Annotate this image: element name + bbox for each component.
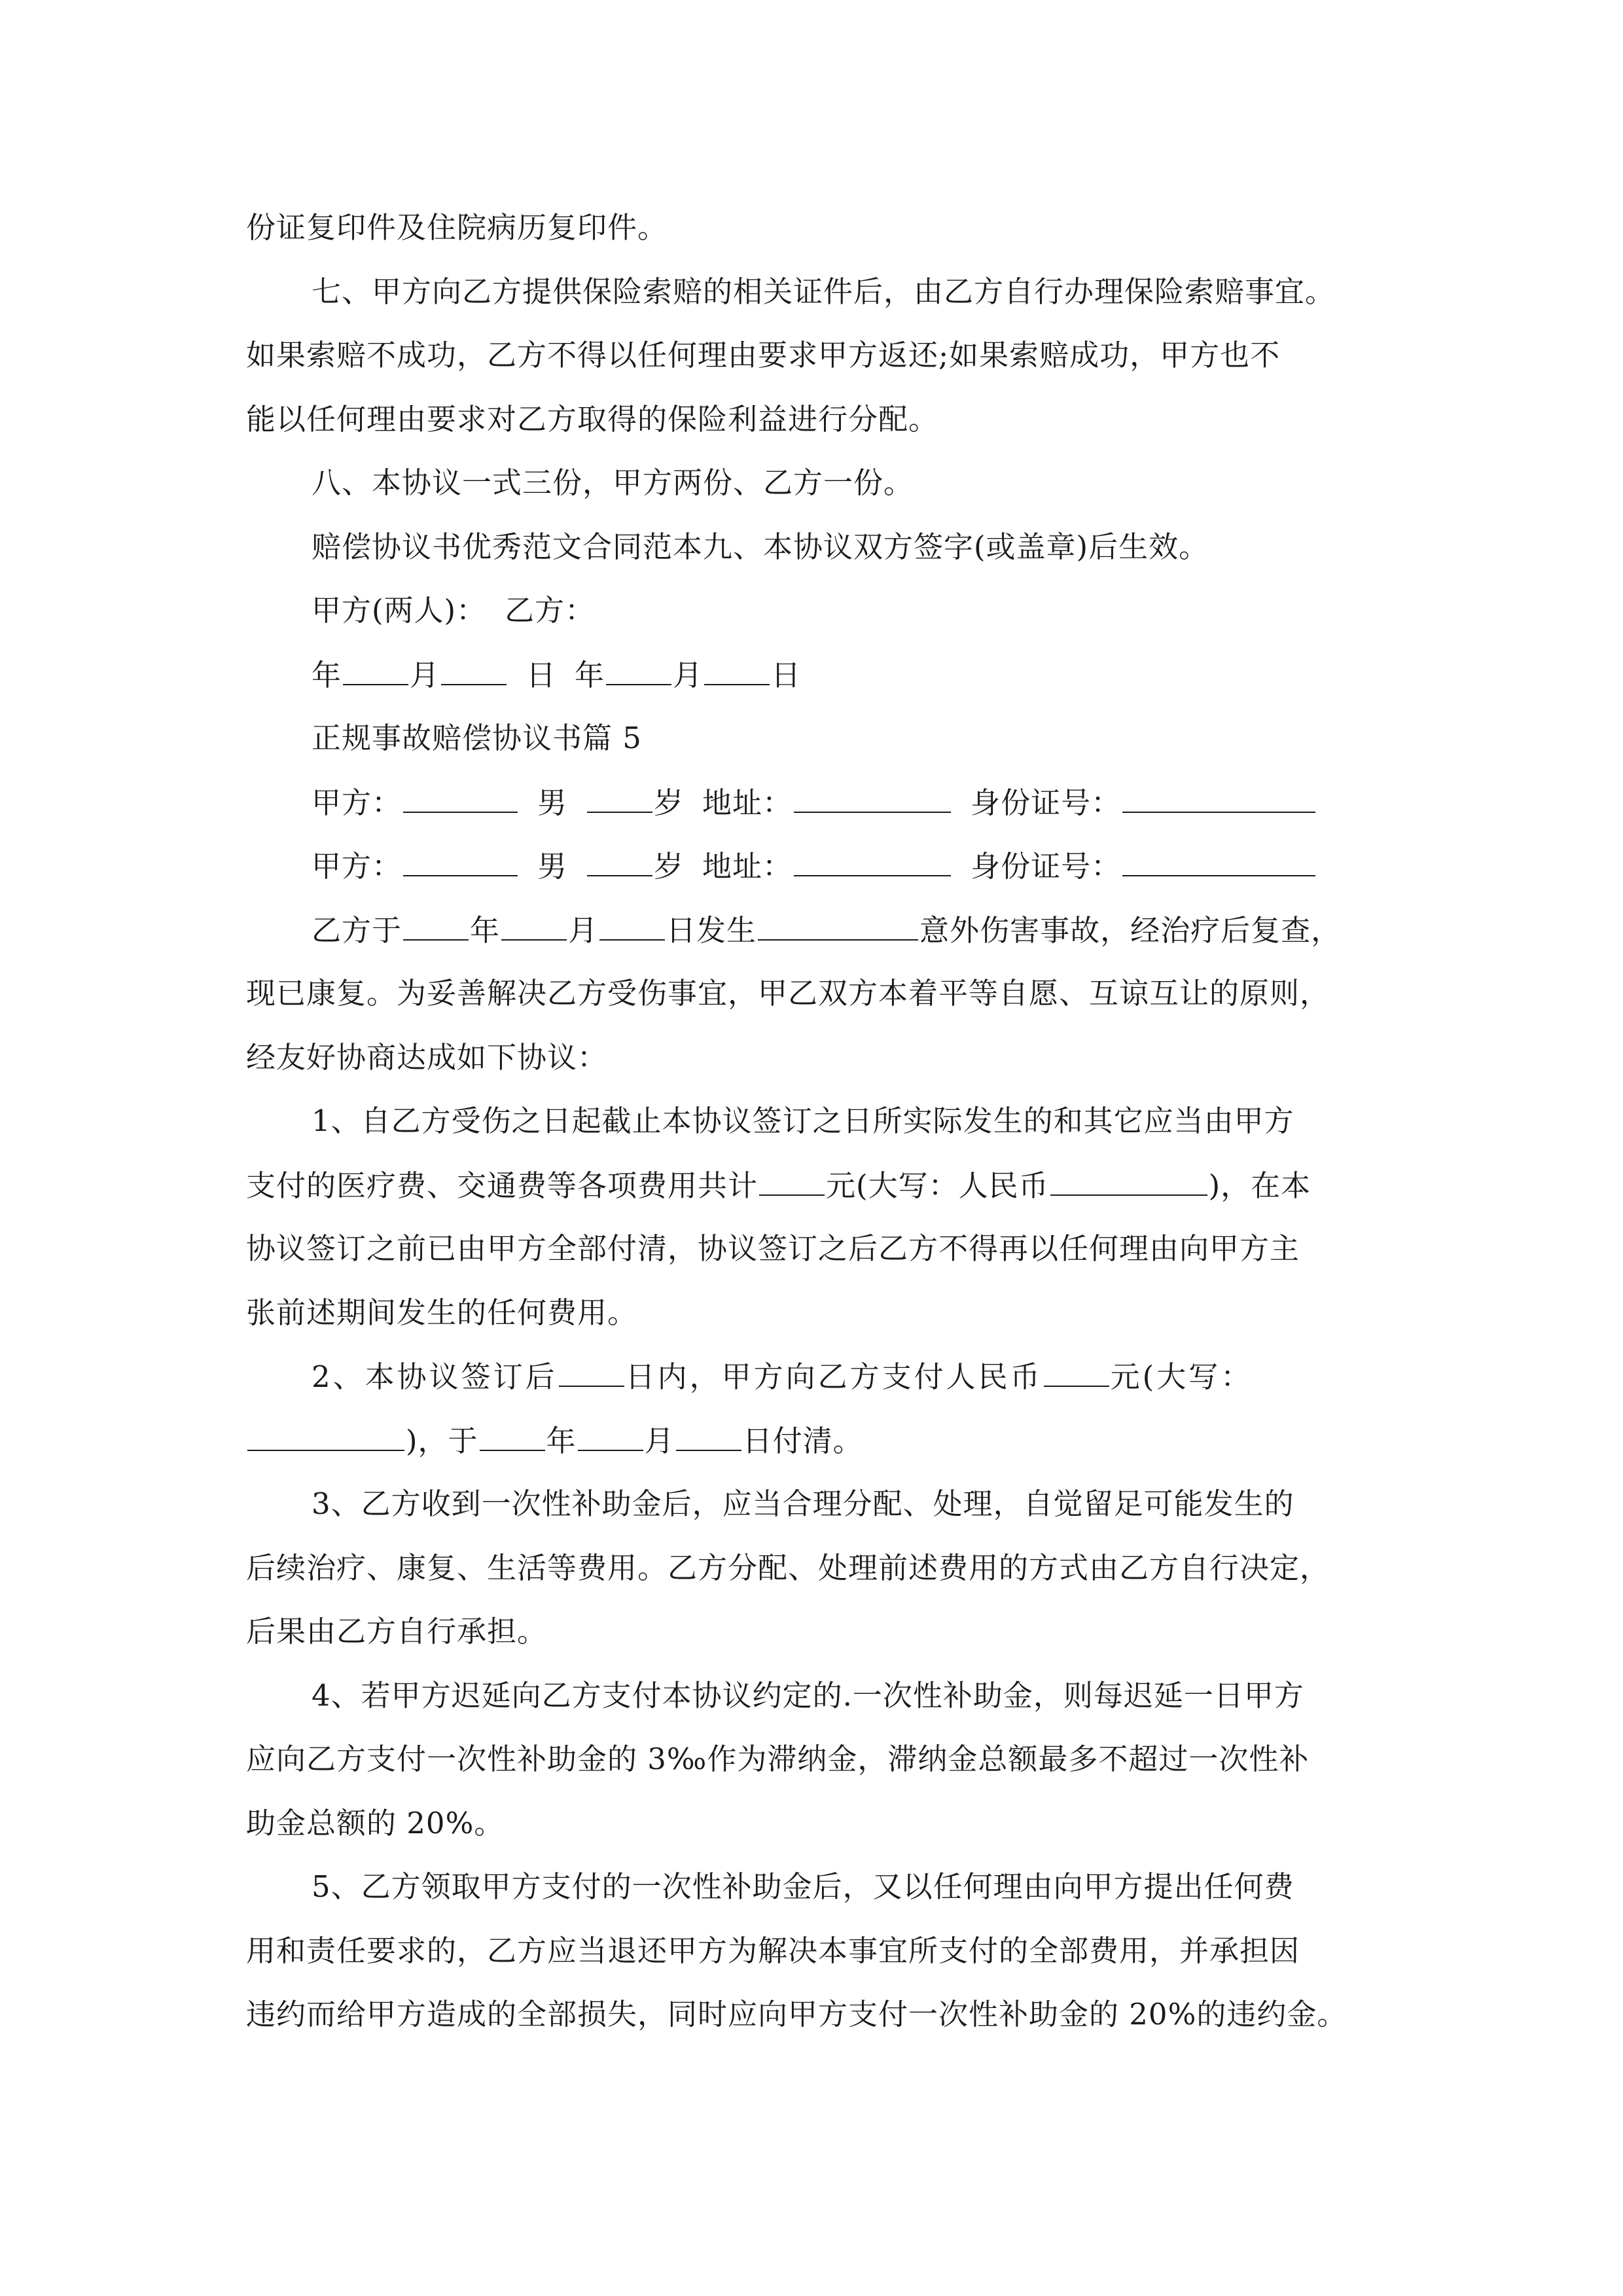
day-label: 日 [771,658,802,692]
clause-one-line: 1、自乙方受伤之日起截止本协议签订之日所实际发生的和其它应当由甲方 [312,1103,1294,1138]
paragraph-line: 份证复印件及住院病历复印件。 [246,210,668,245]
address-label: 地址： [702,849,793,884]
year-label: 年 [312,658,342,692]
location-blank [758,910,918,941]
day-label: 日 [526,658,557,692]
month-label: 月 [673,658,704,692]
party-label: 甲方： [312,785,402,820]
paragraph-line: 张前述期间发生的任何费用。 [246,1295,638,1330]
paragraph-line [246,1166,1378,1206]
text-fragment: 日内，甲方向乙方支付人民币 [625,1359,1043,1394]
party-info-line [312,846,1378,886]
text-fragment: 意外伤害事故，经治疗后复查， [919,913,1342,948]
clause-five-line: 5、乙方领取甲方支付的一次性补助金后，又以任何理由向甲方提出任何费 [312,1869,1294,1904]
age-label: 岁 [654,785,685,820]
address-blank [794,783,951,813]
age-blank [587,783,652,813]
paragraph-line: 后果由乙方自行承担。 [246,1614,548,1649]
day-blank [676,1421,741,1451]
id-number-label: 身份证号： [971,849,1122,884]
id-number-blank [1122,846,1315,876]
clause-nine-line: 赔偿协议书优秀范文合同范本九、本协议双方签字(或盖章)后生效。 [312,529,1209,564]
paragraph-line [312,910,1378,950]
year-blank [403,910,469,941]
address-label: 地址： [702,785,793,820]
age-label: 岁 [654,849,685,884]
month-label: 月 [410,658,440,692]
paragraph-line: 经友好协商达成如下协议： [246,1040,608,1075]
text-fragment: 支付的医疗费、交通费等各项费用共计 [246,1168,758,1203]
clause-two-line [312,1357,1378,1397]
month-blank [441,655,507,685]
month-blank [704,655,770,685]
name-blank [403,783,518,813]
gender-label: 男 [537,785,568,820]
amount-blank [759,1166,825,1196]
text-fragment: )，于 [406,1424,478,1458]
gender-label: 男 [537,849,568,884]
year-blank [343,655,408,685]
year-blank [480,1421,545,1451]
name-blank [403,846,518,876]
clause-seven-line: 七、甲方向乙方提供保险索赔的相关证件后，由乙方自行办理保险索赔事宜。 [312,274,1336,309]
paragraph-line: 协议签订之前已由甲方全部付清，协议签订之后乙方不得再以任何理由向甲方主 [246,1231,1300,1266]
text-fragment: 乙方于 [312,913,402,948]
paragraph-line: 应向乙方支付一次性补助金的 3‰作为滞纳金，滞纳金总额最多不超过一次性补 [246,1742,1310,1776]
paragraph-line: 用和责任要求的，乙方应当退还甲方为解决本事宜所支付的全部费用，并承担因 [246,1933,1300,1968]
paragraph-line: 违约而给甲方造成的全部损失，同时应向甲方支付一次性补助金的 20%的违约金。 [246,1997,1347,2032]
paragraph-line: 能以任何理由要求对乙方取得的保险利益进行分配。 [246,402,939,437]
text-fragment: 月 [644,1424,675,1458]
text-fragment: 月 [568,913,599,948]
text-fragment: )，在本 [1208,1168,1311,1203]
clause-three-line: 3、乙方收到一次性补助金后，应当合理分配、处理，自觉留足可能发生的 [312,1486,1294,1521]
text-fragment: 元(大写： [1110,1359,1253,1394]
signature-line [312,591,1378,630]
amount-words-blank [1050,1166,1207,1196]
year-label: 年 [575,658,605,692]
text-fragment: 元(大写：人民币 [826,1168,1049,1203]
clause-four-line: 4、若甲方迟延向乙方支付本协议约定的.一次性补助金，则每迟延一日甲方 [312,1678,1304,1713]
id-number-label: 身份证号： [971,785,1122,820]
address-blank [794,846,951,876]
paragraph-line: 助金总额的 20%。 [246,1806,505,1840]
party-b-signature-label: 乙方： [505,593,596,628]
age-blank [587,846,652,876]
paragraph-line: 后续治疗、康复、生活等费用。乙方分配、处理前述费用的方式由乙方自行决定， [246,1551,1330,1585]
paragraph-line [246,1421,1378,1461]
text-fragment: 2、本协议签订后 [312,1359,558,1394]
paragraph-line: 现已康复。为妥善解决乙方受伤事宜，甲乙双方本着平等自愿、互谅互让的原则， [246,976,1330,1011]
day-blank [599,910,665,941]
text-fragment: 日付清。 [742,1424,863,1458]
clause-eight-line: 八、本协议一式三份，甲方两份、乙方一份。 [312,465,914,500]
id-number-blank [1122,783,1315,813]
text-fragment: 日发生 [666,913,757,948]
section-heading: 正规事故赔偿协议书篇 5 [312,721,642,755]
amount-blank [1044,1357,1109,1387]
paragraph-line: 如果索赔不成功，乙方不得以任何理由要求甲方返还;如果索赔成功，甲方也不 [246,338,1281,372]
date-line [312,655,1378,695]
party-label: 甲方： [312,849,402,884]
month-blank [578,1421,643,1451]
days-blank [559,1357,624,1387]
party-a-signature-label: 甲方(两人)： [312,593,487,628]
text-fragment: 年 [470,913,501,948]
month-blank [501,910,567,941]
text-fragment: 年 [546,1424,577,1458]
amount-words-blank [247,1421,404,1451]
year-blank [606,655,671,685]
party-info-line [312,783,1378,823]
